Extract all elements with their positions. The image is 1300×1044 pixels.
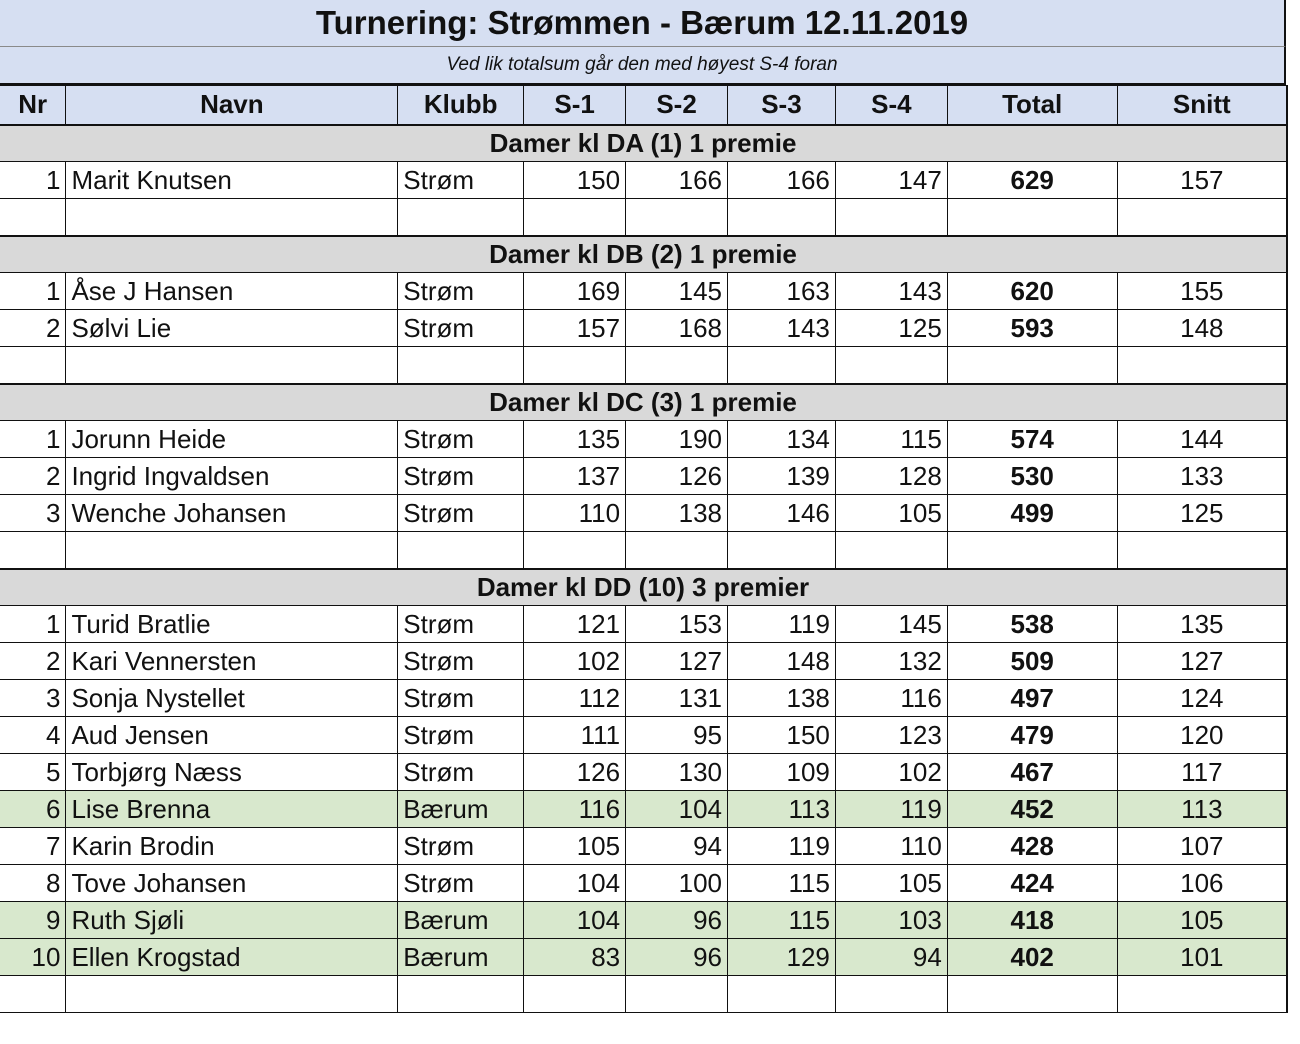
empty-cell[interactable] bbox=[0, 976, 66, 1013]
cell-s1[interactable]: 126 bbox=[524, 754, 626, 791]
empty-cell[interactable] bbox=[66, 976, 398, 1013]
empty-cell[interactable] bbox=[524, 532, 626, 569]
column-header-nr[interactable]: Nr bbox=[0, 86, 66, 125]
cell-klubb[interactable]: Strøm bbox=[398, 273, 524, 310]
cell-total[interactable]: 620 bbox=[947, 273, 1117, 310]
empty-cell[interactable] bbox=[524, 976, 626, 1013]
results-table bbox=[0, 85, 1288, 1013]
table-row bbox=[0, 791, 1287, 828]
cell-navn[interactable]: Lise Brenna bbox=[66, 791, 398, 828]
section-header-row bbox=[0, 569, 1287, 606]
cell-s2[interactable]: 100 bbox=[626, 865, 728, 902]
cell-s1[interactable]: 83 bbox=[524, 939, 626, 976]
cell-s2[interactable]: 104 bbox=[626, 791, 728, 828]
cell-s1[interactable]: 116 bbox=[524, 791, 626, 828]
empty-cell[interactable] bbox=[524, 199, 626, 236]
cell-nr[interactable]: 5 bbox=[0, 754, 66, 791]
cell-s4[interactable]: 123 bbox=[835, 717, 947, 754]
empty-cell[interactable] bbox=[398, 199, 524, 236]
cell-klubb[interactable]: Strøm bbox=[398, 680, 524, 717]
cell-navn[interactable]: Marit Knutsen bbox=[66, 162, 398, 199]
cell-s4[interactable]: 128 bbox=[835, 458, 947, 495]
empty-cell[interactable] bbox=[728, 199, 836, 236]
table-row bbox=[0, 495, 1287, 532]
empty-cell[interactable] bbox=[66, 199, 398, 236]
section-title[interactable]: Damer kl DD (10) 3 premier bbox=[0, 569, 1287, 606]
cell-s1[interactable]: 110 bbox=[524, 495, 626, 532]
table-row bbox=[0, 273, 1287, 310]
empty-cell[interactable] bbox=[835, 976, 947, 1013]
cell-s1[interactable]: 105 bbox=[524, 828, 626, 865]
cell-total[interactable]: 538 bbox=[947, 606, 1117, 643]
cell-total[interactable]: 418 bbox=[947, 902, 1117, 939]
cell-nr[interactable]: 10 bbox=[0, 939, 66, 976]
table-row bbox=[0, 865, 1287, 902]
cell-total[interactable]: 479 bbox=[947, 717, 1117, 754]
cell-nr[interactable]: 6 bbox=[0, 791, 66, 828]
empty-cell[interactable] bbox=[398, 347, 524, 384]
table-row bbox=[0, 162, 1287, 199]
cell-navn[interactable]: Aud Jensen bbox=[66, 717, 398, 754]
cell-total[interactable]: 593 bbox=[947, 310, 1117, 347]
cell-s3[interactable]: 163 bbox=[728, 273, 836, 310]
table-row bbox=[0, 458, 1287, 495]
cell-s3[interactable]: 150 bbox=[728, 717, 836, 754]
cell-s4[interactable]: 110 bbox=[835, 828, 947, 865]
column-header-s2[interactable]: S-2 bbox=[626, 86, 728, 125]
cell-s1[interactable]: 157 bbox=[524, 310, 626, 347]
cell-s2[interactable]: 96 bbox=[626, 902, 728, 939]
cell-nr[interactable]: 1 bbox=[0, 606, 66, 643]
cell-snitt[interactable]: 105 bbox=[1117, 902, 1287, 939]
cell-s2[interactable]: 138 bbox=[626, 495, 728, 532]
cell-s4[interactable]: 132 bbox=[835, 643, 947, 680]
empty-cell[interactable] bbox=[947, 976, 1117, 1013]
table-row bbox=[0, 717, 1287, 754]
cell-s2[interactable]: 168 bbox=[626, 310, 728, 347]
table-row bbox=[0, 902, 1287, 939]
table-row bbox=[0, 939, 1287, 976]
section-title[interactable]: Damer kl DA (1) 1 premie bbox=[0, 125, 1287, 162]
cell-nr[interactable]: 1 bbox=[0, 162, 66, 199]
cell-s2[interactable]: 94 bbox=[626, 828, 728, 865]
cell-s2[interactable]: 131 bbox=[626, 680, 728, 717]
empty-cell[interactable] bbox=[626, 976, 728, 1013]
empty-cell[interactable] bbox=[835, 532, 947, 569]
empty-cell[interactable] bbox=[1117, 199, 1287, 236]
cell-nr[interactable]: 8 bbox=[0, 865, 66, 902]
empty-cell[interactable] bbox=[0, 199, 66, 236]
cell-navn[interactable]: Karin Brodin bbox=[66, 828, 398, 865]
column-header-navn[interactable]: Navn bbox=[66, 86, 398, 125]
cell-klubb[interactable]: Strøm bbox=[398, 421, 524, 458]
cell-klubb[interactable]: Bærum bbox=[398, 791, 524, 828]
empty-cell[interactable] bbox=[398, 976, 524, 1013]
empty-cell[interactable] bbox=[835, 199, 947, 236]
empty-cell[interactable] bbox=[728, 532, 836, 569]
cell-navn[interactable]: Sonja Nystellet bbox=[66, 680, 398, 717]
cell-s2[interactable]: 190 bbox=[626, 421, 728, 458]
empty-row bbox=[0, 532, 1287, 569]
cell-total[interactable]: 452 bbox=[947, 791, 1117, 828]
cell-navn[interactable]: Kari Vennersten bbox=[66, 643, 398, 680]
column-header-snitt[interactable]: Snitt bbox=[1117, 86, 1287, 125]
empty-cell[interactable] bbox=[947, 532, 1117, 569]
cell-navn[interactable]: Ingrid Ingvaldsen bbox=[66, 458, 398, 495]
cell-s3[interactable]: 109 bbox=[728, 754, 836, 791]
empty-cell[interactable] bbox=[0, 532, 66, 569]
column-header-klubb[interactable]: Klubb bbox=[398, 86, 524, 125]
cell-s1[interactable]: 135 bbox=[524, 421, 626, 458]
cell-klubb[interactable]: Bærum bbox=[398, 902, 524, 939]
cell-nr[interactable]: 2 bbox=[0, 643, 66, 680]
cell-s3[interactable]: 139 bbox=[728, 458, 836, 495]
cell-s1[interactable]: 112 bbox=[524, 680, 626, 717]
cell-klubb[interactable]: Strøm bbox=[398, 643, 524, 680]
cell-klubb[interactable]: Strøm bbox=[398, 495, 524, 532]
cell-nr[interactable]: 9 bbox=[0, 902, 66, 939]
cell-s4[interactable]: 103 bbox=[835, 902, 947, 939]
cell-snitt[interactable]: 135 bbox=[1117, 606, 1287, 643]
cell-s4[interactable]: 143 bbox=[835, 273, 947, 310]
empty-row bbox=[0, 199, 1287, 236]
cell-s3[interactable]: 134 bbox=[728, 421, 836, 458]
cell-navn[interactable]: Torbjørg Næss bbox=[66, 754, 398, 791]
cell-snitt[interactable]: 120 bbox=[1117, 717, 1287, 754]
section-title[interactable]: Damer kl DC (3) 1 premie bbox=[0, 384, 1287, 421]
cell-nr[interactable]: 3 bbox=[0, 680, 66, 717]
table-row bbox=[0, 310, 1287, 347]
cell-total[interactable]: 424 bbox=[947, 865, 1117, 902]
cell-navn[interactable]: Jorunn Heide bbox=[66, 421, 398, 458]
cell-snitt[interactable]: 155 bbox=[1117, 273, 1287, 310]
cell-s2[interactable]: 127 bbox=[626, 643, 728, 680]
cell-s3[interactable]: 166 bbox=[728, 162, 836, 199]
cell-klubb[interactable]: Strøm bbox=[398, 606, 524, 643]
cell-nr[interactable]: 3 bbox=[0, 495, 66, 532]
cell-s1[interactable]: 169 bbox=[524, 273, 626, 310]
cell-klubb[interactable]: Strøm bbox=[398, 717, 524, 754]
cell-klubb[interactable]: Strøm bbox=[398, 458, 524, 495]
cell-s2[interactable]: 95 bbox=[626, 717, 728, 754]
cell-s1[interactable]: 150 bbox=[524, 162, 626, 199]
section-header-row bbox=[0, 125, 1287, 162]
cell-klubb[interactable]: Strøm bbox=[398, 828, 524, 865]
cell-s1[interactable]: 104 bbox=[524, 865, 626, 902]
cell-total[interactable]: 428 bbox=[947, 828, 1117, 865]
empty-cell[interactable] bbox=[626, 199, 728, 236]
results-body bbox=[0, 125, 1287, 1013]
cell-s2[interactable]: 130 bbox=[626, 754, 728, 791]
cell-snitt[interactable]: 117 bbox=[1117, 754, 1287, 791]
cell-s2[interactable]: 153 bbox=[626, 606, 728, 643]
cell-klubb[interactable]: Strøm bbox=[398, 310, 524, 347]
table-row bbox=[0, 643, 1287, 680]
cell-snitt[interactable]: 133 bbox=[1117, 458, 1287, 495]
section-header-row bbox=[0, 384, 1287, 421]
cell-navn[interactable]: Åse J Hansen bbox=[66, 273, 398, 310]
cell-s3[interactable]: 143 bbox=[728, 310, 836, 347]
cell-navn[interactable]: Ellen Krogstad bbox=[66, 939, 398, 976]
cell-s4[interactable]: 94 bbox=[835, 939, 947, 976]
cell-s4[interactable]: 125 bbox=[835, 310, 947, 347]
cell-s4[interactable]: 116 bbox=[835, 680, 947, 717]
cell-klubb[interactable]: Bærum bbox=[398, 939, 524, 976]
empty-cell[interactable] bbox=[947, 347, 1117, 384]
cell-s4[interactable]: 119 bbox=[835, 791, 947, 828]
column-header-s4[interactable]: S-4 bbox=[835, 86, 947, 125]
cell-total[interactable]: 629 bbox=[947, 162, 1117, 199]
column-header-total[interactable]: Total bbox=[947, 86, 1117, 125]
cell-s3[interactable]: 115 bbox=[728, 902, 836, 939]
cell-nr[interactable]: 2 bbox=[0, 458, 66, 495]
page-subtitle[interactable]: Ved lik totalsum går den med høyest S-4 foran bbox=[0, 47, 1286, 85]
cell-s4[interactable]: 105 bbox=[835, 495, 947, 532]
table-row bbox=[0, 606, 1287, 643]
cell-snitt[interactable]: 157 bbox=[1117, 162, 1287, 199]
cell-s1[interactable]: 111 bbox=[524, 717, 626, 754]
cell-nr[interactable]: 2 bbox=[0, 310, 66, 347]
cell-total[interactable]: 467 bbox=[947, 754, 1117, 791]
section-title[interactable]: Damer kl DB (2) 1 premie bbox=[0, 236, 1287, 273]
cell-snitt[interactable]: 106 bbox=[1117, 865, 1287, 902]
cell-nr[interactable]: 4 bbox=[0, 717, 66, 754]
cell-s3[interactable]: 115 bbox=[728, 865, 836, 902]
cell-s4[interactable]: 115 bbox=[835, 421, 947, 458]
cell-s4[interactable]: 147 bbox=[835, 162, 947, 199]
cell-s3[interactable]: 119 bbox=[728, 828, 836, 865]
cell-navn[interactable]: Sølvi Lie bbox=[66, 310, 398, 347]
cell-navn[interactable]: Wenche Johansen bbox=[66, 495, 398, 532]
empty-cell[interactable] bbox=[1117, 347, 1287, 384]
cell-nr[interactable]: 1 bbox=[0, 273, 66, 310]
table-row bbox=[0, 754, 1287, 791]
empty-cell[interactable] bbox=[728, 976, 836, 1013]
empty-cell[interactable] bbox=[728, 347, 836, 384]
cell-total[interactable]: 499 bbox=[947, 495, 1117, 532]
cell-snitt[interactable]: 144 bbox=[1117, 421, 1287, 458]
empty-cell[interactable] bbox=[66, 532, 398, 569]
cell-s3[interactable]: 113 bbox=[728, 791, 836, 828]
cell-total[interactable]: 497 bbox=[947, 680, 1117, 717]
cell-total[interactable]: 574 bbox=[947, 421, 1117, 458]
cell-navn[interactable]: Tove Johansen bbox=[66, 865, 398, 902]
cell-s2[interactable]: 166 bbox=[626, 162, 728, 199]
empty-cell[interactable] bbox=[398, 532, 524, 569]
cell-snitt[interactable]: 125 bbox=[1117, 495, 1287, 532]
column-header-row bbox=[0, 86, 1287, 125]
empty-cell[interactable] bbox=[1117, 976, 1287, 1013]
cell-s3[interactable]: 119 bbox=[728, 606, 836, 643]
empty-cell[interactable] bbox=[1117, 532, 1287, 569]
cell-nr[interactable]: 7 bbox=[0, 828, 66, 865]
cell-s2[interactable]: 145 bbox=[626, 273, 728, 310]
empty-cell[interactable] bbox=[626, 532, 728, 569]
cell-total[interactable]: 509 bbox=[947, 643, 1117, 680]
cell-klubb[interactable]: Strøm bbox=[398, 162, 524, 199]
cell-snitt[interactable]: 107 bbox=[1117, 828, 1287, 865]
cell-s1[interactable]: 102 bbox=[524, 643, 626, 680]
empty-cell[interactable] bbox=[947, 199, 1117, 236]
table-row bbox=[0, 680, 1287, 717]
empty-cell[interactable] bbox=[626, 347, 728, 384]
cell-s4[interactable]: 145 bbox=[835, 606, 947, 643]
cell-snitt[interactable]: 113 bbox=[1117, 791, 1287, 828]
cell-snitt[interactable]: 127 bbox=[1117, 643, 1287, 680]
cell-snitt[interactable]: 148 bbox=[1117, 310, 1287, 347]
table-row bbox=[0, 828, 1287, 865]
cell-snitt[interactable]: 101 bbox=[1117, 939, 1287, 976]
cell-s3[interactable]: 146 bbox=[728, 495, 836, 532]
cell-s3[interactable]: 148 bbox=[728, 643, 836, 680]
column-header-s1[interactable]: S-1 bbox=[524, 86, 626, 125]
cell-s1[interactable]: 121 bbox=[524, 606, 626, 643]
page-title[interactable]: Turnering: Strømmen - Bærum 12.11.2019 bbox=[0, 0, 1286, 47]
cell-s3[interactable]: 138 bbox=[728, 680, 836, 717]
section-header-row bbox=[0, 236, 1287, 273]
empty-cell[interactable] bbox=[0, 347, 66, 384]
empty-cell[interactable] bbox=[66, 347, 398, 384]
cell-total[interactable]: 402 bbox=[947, 939, 1117, 976]
empty-cell[interactable] bbox=[835, 347, 947, 384]
cell-s1[interactable]: 104 bbox=[524, 902, 626, 939]
cell-nr[interactable]: 1 bbox=[0, 421, 66, 458]
table-row bbox=[0, 421, 1287, 458]
cell-s2[interactable]: 96 bbox=[626, 939, 728, 976]
empty-row bbox=[0, 976, 1287, 1013]
column-header-s3[interactable]: S-3 bbox=[728, 86, 836, 125]
cell-total[interactable]: 530 bbox=[947, 458, 1117, 495]
cell-navn[interactable]: Turid Bratlie bbox=[66, 606, 398, 643]
empty-row bbox=[0, 347, 1287, 384]
cell-s1[interactable]: 137 bbox=[524, 458, 626, 495]
cell-s2[interactable]: 126 bbox=[626, 458, 728, 495]
cell-klubb[interactable]: Strøm bbox=[398, 754, 524, 791]
cell-s3[interactable]: 129 bbox=[728, 939, 836, 976]
cell-s4[interactable]: 102 bbox=[835, 754, 947, 791]
empty-cell[interactable] bbox=[524, 347, 626, 384]
cell-navn[interactable]: Ruth Sjøli bbox=[66, 902, 398, 939]
cell-s4[interactable]: 105 bbox=[835, 865, 947, 902]
cell-klubb[interactable]: Strøm bbox=[398, 865, 524, 902]
cell-snitt[interactable]: 124 bbox=[1117, 680, 1287, 717]
